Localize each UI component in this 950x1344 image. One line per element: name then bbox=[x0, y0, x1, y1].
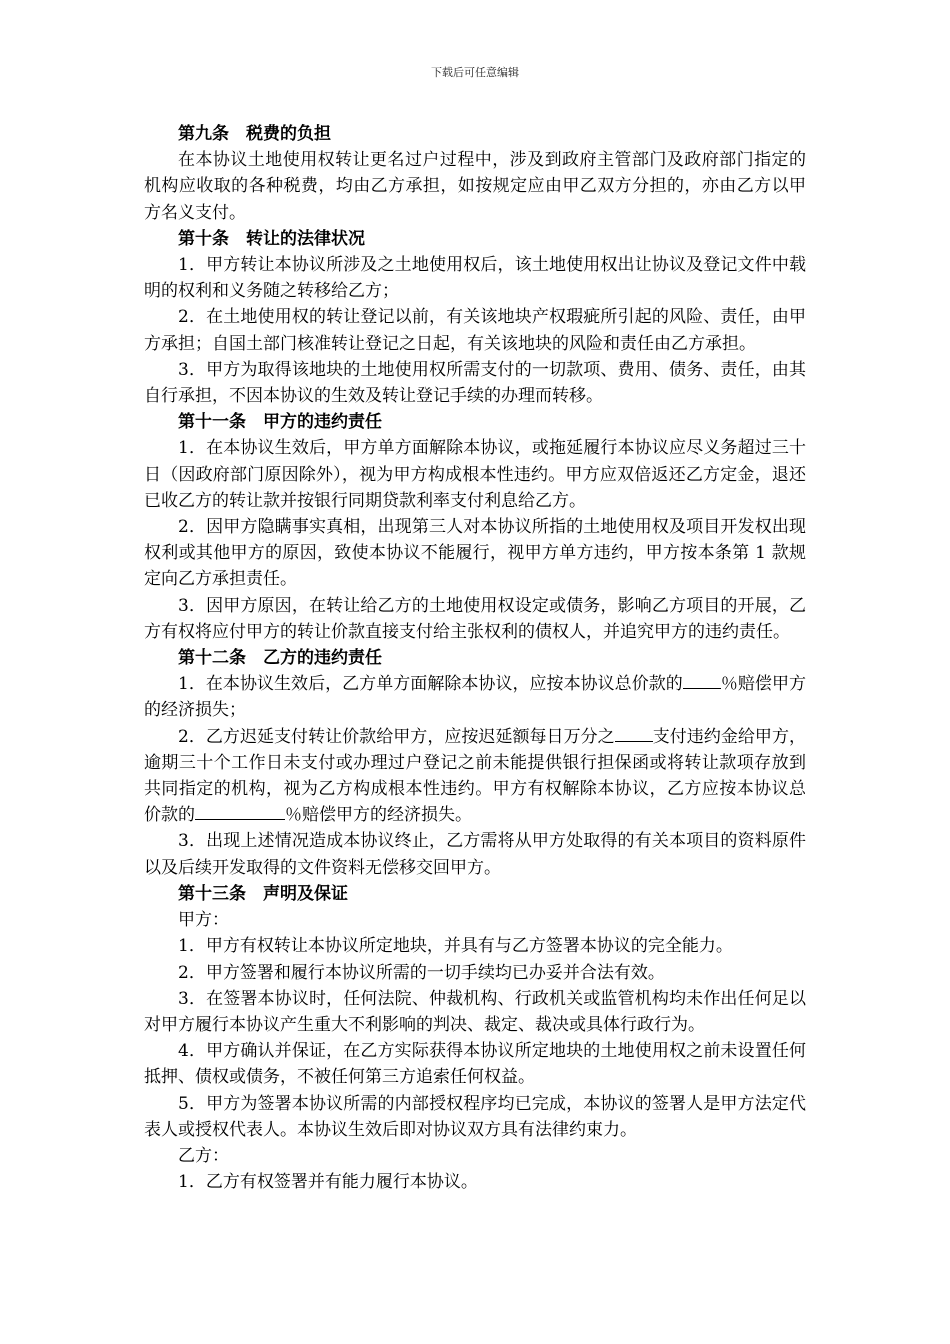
paragraph bbox=[144, 1038, 806, 1090]
paragraph bbox=[144, 357, 806, 409]
paragraph-text: 1．甲方有权转让本协议所定地块，并具有与乙方签署本协议的完全能力。 bbox=[178, 936, 733, 957]
paragraph bbox=[144, 986, 806, 1038]
fill-in-blank bbox=[683, 671, 721, 689]
paragraph bbox=[144, 252, 806, 304]
paragraph-text: 第十条 转让的法律状况 bbox=[178, 228, 365, 249]
paragraph-text: 第十三条 声明及保证 bbox=[178, 883, 348, 904]
paragraph-text: 2．在土地使用权的转让登记以前，有关该地块产权瑕疵所引起的风险、责任，由甲方承担；自国土部门核准转让登记之日起，有关该地块的风险和责任由乙方承担。 bbox=[144, 307, 806, 354]
paragraph-text: 3．出现上述情况造成本协议终止，乙方需将从甲方处取得的有关本项目的资料原件以及后续开发取得的文件资料无偿移交回甲方。 bbox=[144, 831, 806, 878]
section-heading bbox=[144, 121, 806, 147]
paragraph-text: ％赔偿甲方的经济损失。 bbox=[285, 805, 472, 826]
paragraph bbox=[144, 671, 806, 723]
page-header-note: 下载后可任意编辑 bbox=[431, 66, 519, 79]
paragraph-text: 乙方： bbox=[178, 1145, 229, 1166]
paragraph-text: 3．在签署本协议时，任何法院、仲裁机构、行政机关或监管机构均未作出任何足以对甲方履行本协议产生重大不利影响的判决、裁定、裁决或具体行政行为。 bbox=[144, 988, 806, 1035]
paragraph-text: 支付违约金给甲方，逾期三十个工作日未支付或办理过户登记之前未能提供银行担保函或将转让款项存放到共同指定的机构，视为乙方构成根本性违约。甲方有权解除本协议，乙方应按本协议总价款的 bbox=[144, 726, 806, 826]
paragraph bbox=[144, 933, 806, 959]
paragraph-text: 3．甲方为取得该地块的土地使用权所需支付的一切款项、费用、债务、责任，由其自行承担，不因本协议的生效及转让登记手续的办理而转移。 bbox=[144, 359, 806, 407]
paragraph-text: 4．甲方确认并保证，在乙方实际获得本协议所定地块的土地使用权之前未设置任何抵押、债权或债务，不被任何第三方追索任何权益。 bbox=[144, 1041, 806, 1088]
paragraph bbox=[144, 514, 806, 593]
paragraph-text: 1．在本协议生效后，乙方单方面解除本协议，应按本协议总价款的 bbox=[178, 674, 683, 695]
paragraph bbox=[144, 1091, 806, 1143]
paragraph-text: 第十二条 乙方的违约责任 bbox=[178, 648, 382, 669]
paragraph-text: 1．乙方有权签署并有能力履行本协议。 bbox=[178, 1172, 478, 1193]
paragraph bbox=[144, 724, 806, 829]
paragraph-text: 甲方： bbox=[178, 910, 229, 931]
paragraph-text: 在本协议土地使用权转让更名过户过程中，涉及到政府主管部门及政府部门指定的机构应收取的各种税费，均由乙方承担，如按规定应由甲乙双方分担的，亦由乙方以甲方名义支付。 bbox=[144, 150, 806, 223]
paragraph bbox=[144, 304, 806, 356]
paragraph-text: 2．因甲方隐瞒事实真相，出现第三人对本协议所指的土地使用权及项目开发权出现权利或其他甲方的原因，致使本协议不能履行，视甲方单方违约，甲方按本条第 1 款规定向乙方承担责任。 bbox=[144, 517, 806, 590]
paragraph-text: ％赔偿甲方的经济损失； bbox=[144, 674, 806, 721]
document-body bbox=[144, 121, 806, 1195]
paragraph bbox=[144, 907, 806, 933]
section-heading bbox=[144, 226, 806, 252]
paragraph bbox=[144, 1169, 806, 1195]
section-heading bbox=[144, 881, 806, 907]
fill-in-blank bbox=[615, 724, 653, 742]
section-heading bbox=[144, 409, 806, 435]
paragraph bbox=[144, 593, 806, 645]
paragraph bbox=[144, 435, 806, 514]
paragraph-text: 第九条 税费的负担 bbox=[178, 124, 331, 144]
paragraph-text: 2．乙方迟延支付转让价款给甲方，应按迟延额每日万分之 bbox=[178, 726, 615, 747]
paragraph bbox=[144, 960, 806, 986]
paragraph-text: 3．因甲方原因，在转让给乙方的土地使用权设定或债务，影响乙方项目的开展，乙方有权将应付甲方的转让价款直接支付给主张权利的债权人，并追究甲方的违约责任。 bbox=[144, 595, 806, 642]
paragraph bbox=[144, 828, 806, 880]
paragraph-text: 1．甲方转让本协议所涉及之土地使用权后，该土地使用权出让协议及登记文件中载明的权利和义务随之转移给乙方； bbox=[144, 255, 806, 302]
paragraph-text: 第十一条 甲方的违约责任 bbox=[178, 412, 382, 433]
paragraph-text: 1．在本协议生效后，甲方单方面解除本协议，或拖延履行本协议应尽义务超过三十日（因政府部门原因除外），视为甲方构成根本性违约。甲方应双倍返还乙方定金，退还已收乙方的转让款并按银行同期贷款利率支付利息给乙方。 bbox=[144, 438, 806, 511]
paragraph bbox=[144, 1143, 806, 1169]
paragraph bbox=[144, 147, 806, 226]
paragraph-text: 5．甲方为签署本协议所需的内部授权程序均已完成，本协议的签署人是甲方法定代表人或授权代表人。本协议生效后即对协议双方具有法律约束力。 bbox=[144, 1093, 806, 1140]
fill-in-blank bbox=[195, 802, 285, 820]
paragraph-text: 2．甲方签署和履行本协议所需的一切手续均已办妥并合法有效。 bbox=[178, 962, 665, 983]
section-heading bbox=[144, 645, 806, 671]
